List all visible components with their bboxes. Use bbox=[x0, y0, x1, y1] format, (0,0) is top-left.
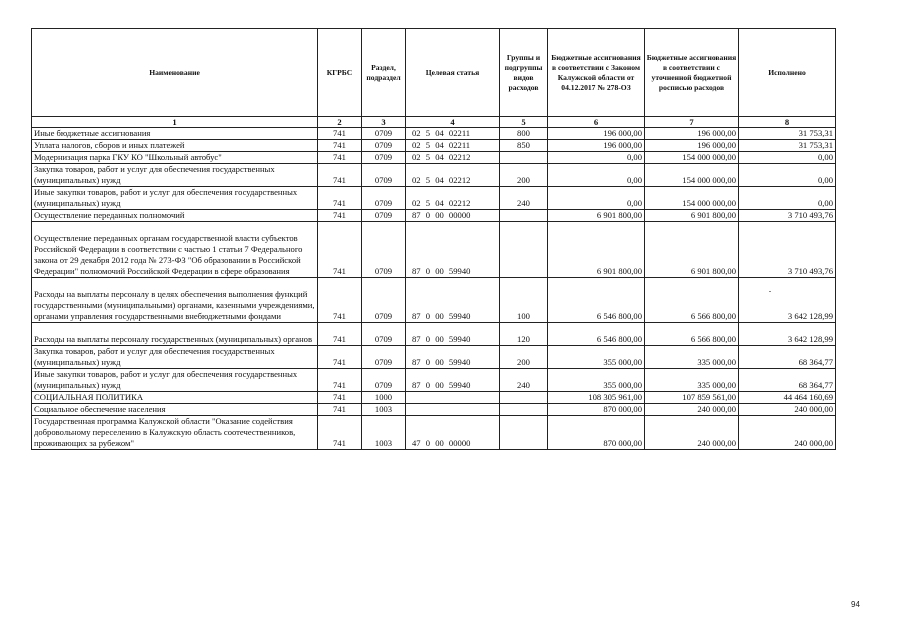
row-section: 1000 bbox=[362, 392, 406, 404]
row-section: 0709 bbox=[362, 369, 406, 392]
row-law-amount: 196 000,00 bbox=[548, 128, 645, 140]
row-executed-amount: 44 464 160,69 bbox=[739, 392, 836, 404]
row-law-amount: 355 000,00 bbox=[548, 346, 645, 369]
row-executed-amount: 240 000,00 bbox=[739, 416, 836, 450]
row-law-amount: 196 000,00 bbox=[548, 140, 645, 152]
row-name: Уплата налогов, сборов и иных платежей bbox=[32, 140, 318, 152]
page-number: 94 bbox=[851, 600, 860, 609]
header-executed: Исполнено bbox=[739, 29, 836, 117]
row-executed-amount: 3 710 493,76 bbox=[739, 210, 836, 222]
row-target-article: 02 5 04 02212 bbox=[406, 187, 500, 210]
row-revised-amount: 107 859 561,00 bbox=[645, 392, 739, 404]
row-target-article: 87 0 00 59940 bbox=[406, 323, 500, 346]
row-revised-amount: 6 901 800,00 bbox=[645, 222, 739, 278]
table-row bbox=[32, 164, 836, 187]
row-kgrbs: 741 bbox=[318, 369, 362, 392]
row-expense-group: 240 bbox=[500, 369, 548, 392]
column-number: 8 bbox=[739, 117, 836, 128]
row-law-amount: 6 546 800,00 bbox=[548, 323, 645, 346]
header-revised-appropriations: Бюджетные ассигнования в соответствии с уточненной бюджетной росписью расходов bbox=[645, 29, 739, 117]
row-kgrbs: 741 bbox=[318, 128, 362, 140]
row-target-article: 47 0 00 00000 bbox=[406, 416, 500, 450]
row-name: СОЦИАЛЬНАЯ ПОЛИТИКА bbox=[32, 392, 318, 404]
table-row bbox=[32, 346, 836, 369]
row-name: Закупка товаров, работ и услуг для обеспечения государственных (муниципальных) нужд bbox=[32, 164, 318, 187]
row-target-article bbox=[406, 392, 500, 404]
row-revised-amount: 240 000,00 bbox=[645, 416, 739, 450]
budget-execution-table bbox=[31, 28, 836, 450]
scan-speck bbox=[769, 291, 771, 292]
row-name: Иные закупки товаров, работ и услуг для обеспечения государственных (муниципальных) нужд bbox=[32, 369, 318, 392]
column-number: 7 bbox=[645, 117, 739, 128]
table-row bbox=[32, 210, 836, 222]
table-row bbox=[32, 278, 836, 323]
row-target-article: 87 0 00 00000 bbox=[406, 210, 500, 222]
column-number: 1 bbox=[32, 117, 318, 128]
row-revised-amount: 6 566 800,00 bbox=[645, 278, 739, 323]
row-executed-amount: 68 364,77 bbox=[739, 369, 836, 392]
row-revised-amount: 240 000,00 bbox=[645, 404, 739, 416]
table-row bbox=[32, 128, 836, 140]
table-row bbox=[32, 152, 836, 164]
row-executed-amount: 0,00 bbox=[739, 187, 836, 210]
row-law-amount: 870 000,00 bbox=[548, 416, 645, 450]
row-executed-amount: 0,00 bbox=[739, 152, 836, 164]
row-target-article bbox=[406, 404, 500, 416]
table-row bbox=[32, 416, 836, 450]
row-target-article: 02 5 04 02211 bbox=[406, 140, 500, 152]
row-kgrbs: 741 bbox=[318, 346, 362, 369]
row-target-article: 02 5 04 02211 bbox=[406, 128, 500, 140]
row-section: 0709 bbox=[362, 140, 406, 152]
row-target-article: 87 0 00 59940 bbox=[406, 369, 500, 392]
row-law-amount: 108 305 961,00 bbox=[548, 392, 645, 404]
row-kgrbs: 741 bbox=[318, 222, 362, 278]
header-expense-groups: Группы и подгруппы видов расходов bbox=[500, 29, 548, 117]
row-executed-amount: 68 364,77 bbox=[739, 346, 836, 369]
row-expense-group bbox=[500, 404, 548, 416]
header-law-appropriations: Бюджетные ассигнования в соответствии с Законом Калужской области от 04.12.2017 № 278-ОЗ bbox=[548, 29, 645, 117]
header-section: Раздел, подраздел bbox=[362, 29, 406, 117]
row-kgrbs: 741 bbox=[318, 210, 362, 222]
row-expense-group: 200 bbox=[500, 346, 548, 369]
row-executed-amount: 3 710 493,76 bbox=[739, 222, 836, 278]
row-expense-group: 850 bbox=[500, 140, 548, 152]
row-section: 0709 bbox=[362, 164, 406, 187]
column-number: 3 bbox=[362, 117, 406, 128]
row-law-amount: 355 000,00 bbox=[548, 369, 645, 392]
row-section: 1003 bbox=[362, 404, 406, 416]
row-name: Государственная программа Калужской области "Оказание содействия добровольному переселению в Калужскую область соотечественников, проживающих за рубежом" bbox=[32, 416, 318, 450]
row-name: Социальное обеспечение населения bbox=[32, 404, 318, 416]
row-name: Осуществление переданных полномочий bbox=[32, 210, 318, 222]
row-executed-amount: 240 000,00 bbox=[739, 404, 836, 416]
row-expense-group bbox=[500, 222, 548, 278]
row-section: 0709 bbox=[362, 187, 406, 210]
row-revised-amount: 196 000,00 bbox=[645, 128, 739, 140]
row-kgrbs: 741 bbox=[318, 152, 362, 164]
row-executed-amount: 31 753,31 bbox=[739, 140, 836, 152]
row-section: 0709 bbox=[362, 346, 406, 369]
row-expense-group: 800 bbox=[500, 128, 548, 140]
row-kgrbs: 741 bbox=[318, 392, 362, 404]
row-executed-amount: 3 642 128,99 bbox=[739, 278, 836, 323]
row-expense-group: 100 bbox=[500, 278, 548, 323]
row-revised-amount: 154 000 000,00 bbox=[645, 152, 739, 164]
row-kgrbs: 741 bbox=[318, 187, 362, 210]
header-name: Наименование bbox=[32, 29, 318, 117]
row-section: 0709 bbox=[362, 128, 406, 140]
row-section: 0709 bbox=[362, 278, 406, 323]
row-name: Расходы на выплаты персоналу в целях обеспечения выполнения функций государственными (муниципальными) органами, казенными учреждениями, органами управления государственными внебюджетными фондами bbox=[32, 278, 318, 323]
row-section: 0709 bbox=[362, 210, 406, 222]
row-expense-group: 120 bbox=[500, 323, 548, 346]
row-target-article: 02 5 04 02212 bbox=[406, 152, 500, 164]
row-kgrbs: 741 bbox=[318, 416, 362, 450]
column-number: 2 bbox=[318, 117, 362, 128]
row-law-amount: 0,00 bbox=[548, 187, 645, 210]
row-expense-group bbox=[500, 416, 548, 450]
row-executed-amount: 3 642 128,99 bbox=[739, 323, 836, 346]
row-revised-amount: 335 000,00 bbox=[645, 369, 739, 392]
table-row bbox=[32, 222, 836, 278]
row-target-article: 02 5 04 02212 bbox=[406, 164, 500, 187]
column-number: 4 bbox=[406, 117, 500, 128]
row-name: Иные бюджетные ассигнования bbox=[32, 128, 318, 140]
row-section: 0709 bbox=[362, 152, 406, 164]
row-name: Осуществление переданных органам государственной власти субъектов Российской Федерации в соответствии с частью 1 статьи 7 Федерального закона от 29 декабря 2012 года № 273-ФЗ "Об образовании в Российской Федерации" полномочий Российской Федерации в сфере образования bbox=[32, 222, 318, 278]
row-kgrbs: 741 bbox=[318, 140, 362, 152]
table-row bbox=[32, 187, 836, 210]
row-revised-amount: 154 000 000,00 bbox=[645, 187, 739, 210]
table-row bbox=[32, 140, 836, 152]
row-law-amount: 0,00 bbox=[548, 164, 645, 187]
row-kgrbs: 741 bbox=[318, 164, 362, 187]
row-law-amount: 6 901 800,00 bbox=[548, 222, 645, 278]
row-kgrbs: 741 bbox=[318, 323, 362, 346]
table-row bbox=[32, 369, 836, 392]
row-name: Иные закупки товаров, работ и услуг для обеспечения государственных (муниципальных) нужд bbox=[32, 187, 318, 210]
row-name: Расходы на выплаты персоналу государственных (муниципальных) органов bbox=[32, 323, 318, 346]
row-revised-amount: 154 000 000,00 bbox=[645, 164, 739, 187]
row-section: 0709 bbox=[362, 323, 406, 346]
row-executed-amount: 0,00 bbox=[739, 164, 836, 187]
row-executed-amount: 31 753,31 bbox=[739, 128, 836, 140]
column-number: 5 bbox=[500, 117, 548, 128]
row-revised-amount: 6 566 800,00 bbox=[645, 323, 739, 346]
row-kgrbs: 741 bbox=[318, 404, 362, 416]
row-revised-amount: 196 000,00 bbox=[645, 140, 739, 152]
column-number-row bbox=[32, 117, 836, 128]
row-revised-amount: 335 000,00 bbox=[645, 346, 739, 369]
row-law-amount: 0,00 bbox=[548, 152, 645, 164]
column-number: 6 bbox=[548, 117, 645, 128]
row-name: Закупка товаров, работ и услуг для обеспечения государственных (муниципальных) нужд bbox=[32, 346, 318, 369]
row-law-amount: 6 901 800,00 bbox=[548, 210, 645, 222]
row-kgrbs: 741 bbox=[318, 278, 362, 323]
row-section: 0709 bbox=[362, 222, 406, 278]
table-row bbox=[32, 404, 836, 416]
table-row bbox=[32, 392, 836, 404]
header-kgrbs: КГРБС bbox=[318, 29, 362, 117]
row-name: Модернизация парка ГКУ КО "Школьный автобус" bbox=[32, 152, 318, 164]
row-target-article: 87 0 00 59940 bbox=[406, 278, 500, 323]
row-expense-group bbox=[500, 392, 548, 404]
row-expense-group: 200 bbox=[500, 164, 548, 187]
row-expense-group bbox=[500, 210, 548, 222]
row-target-article: 87 0 00 59940 bbox=[406, 346, 500, 369]
header-target-article: Целевая статья bbox=[406, 29, 500, 117]
row-law-amount: 6 546 800,00 bbox=[548, 278, 645, 323]
row-expense-group: 240 bbox=[500, 187, 548, 210]
row-law-amount: 870 000,00 bbox=[548, 404, 645, 416]
row-section: 1003 bbox=[362, 416, 406, 450]
row-expense-group bbox=[500, 152, 548, 164]
row-target-article: 87 0 00 59940 bbox=[406, 222, 500, 278]
table-row bbox=[32, 323, 836, 346]
row-revised-amount: 6 901 800,00 bbox=[645, 210, 739, 222]
header-row bbox=[32, 29, 836, 117]
